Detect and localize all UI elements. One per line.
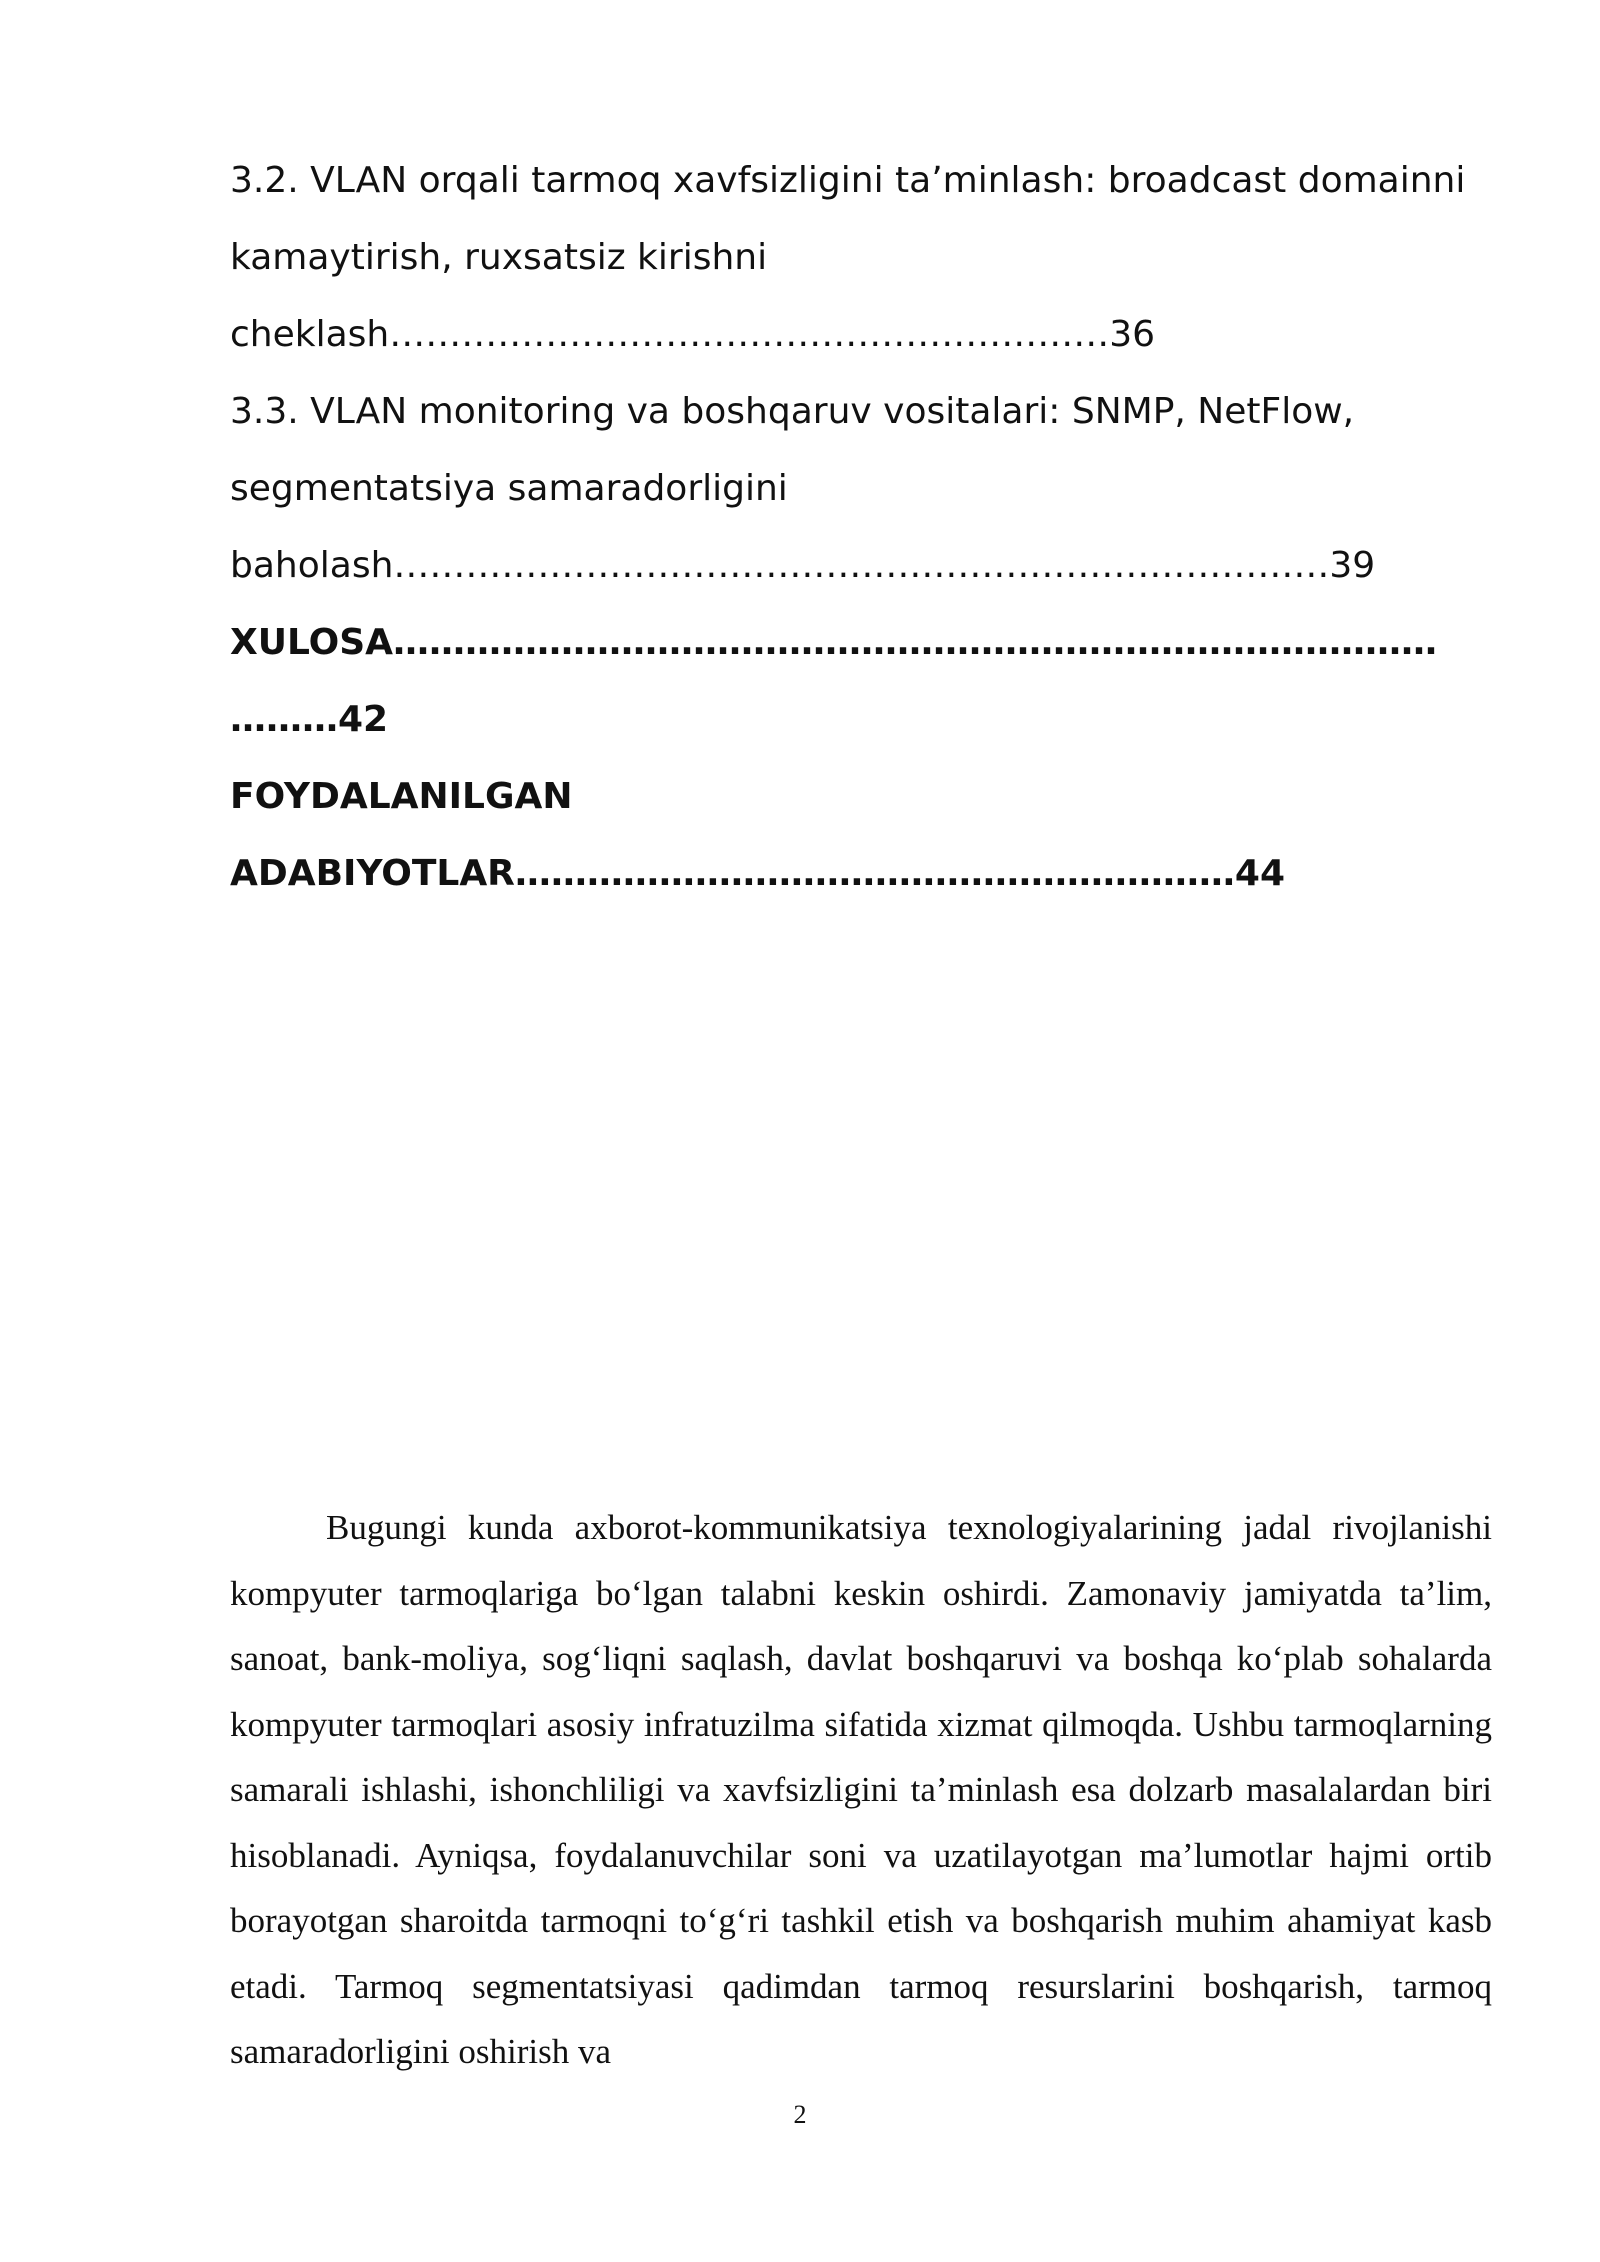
body-paragraph-text: Bugungi kunda axborot-kommunikatsiya texnologiyalarining jadal rivojlanishi kompyuter tarmoqlariga bo‘lgan talabni keskin oshirdi. Zamonaviy jamiyatda ta’lim, sanoat, bank-moliya, sog‘liqni saqlash, davlat boshqaruvi va boshqa ko‘plab sohalarda kompyuter tarmoqlari asosiy infratuzilma sifatida xizmat qilmoqda. Ushbu tarmoqlarning samarali ishlashi, ishonchliligi va xavfsizligini ta’minlash esa dolzarb masalalardan biri hisoblanadi. Ayniqsa, foydalanuvchilar soni va uzatilayotgan ma’lumotlar hajmi ortib borayotgan sharoitda tarmoqni to‘g‘ri tashkil etish va boshqarish muhim ahamiyat kasb etadi. Tarmoq segmentatsiyasi qadimdan tarmoq resurslarini boshqarish, tarmoq samaradorligini oshirish va <box>230 1508 1492 2071</box>
toc-entry-3-2-title: 3.2. VLAN orqali tarmoq xavfsizligini ta’minlash: broadcast domainni <box>230 160 1466 201</box>
toc-entry-3-2-page: cheklash……………………………………………………36 <box>230 314 1156 355</box>
table-of-contents <box>230 150 1500 920</box>
toc-entry-references-page: ADABIYOTLAR……………………………………………………44 <box>230 853 1286 894</box>
body-paragraph <box>230 1495 1492 2085</box>
toc-entry-3-3-title-cont: segmentatsiya samaradorligini <box>230 468 788 509</box>
toc-entry-references-title: FOYDALANILGAN <box>230 776 573 817</box>
toc-entry-xulosa: XULOSA…………………………………………………………………………… <box>230 622 1438 663</box>
page-number: 2 <box>793 2100 807 2129</box>
toc-entry-3-2-title-cont: kamaytirish, ruxsatsiz kirishni <box>230 237 768 278</box>
toc-entry-3-3-title: 3.3. VLAN monitoring va boshqaruv vositalari: SNMP, NetFlow, <box>230 391 1355 432</box>
toc-entry-xulosa-page: ………42 <box>230 699 389 740</box>
toc-entry-3-3-page: baholash……………………………………………………………………39 <box>230 545 1376 586</box>
